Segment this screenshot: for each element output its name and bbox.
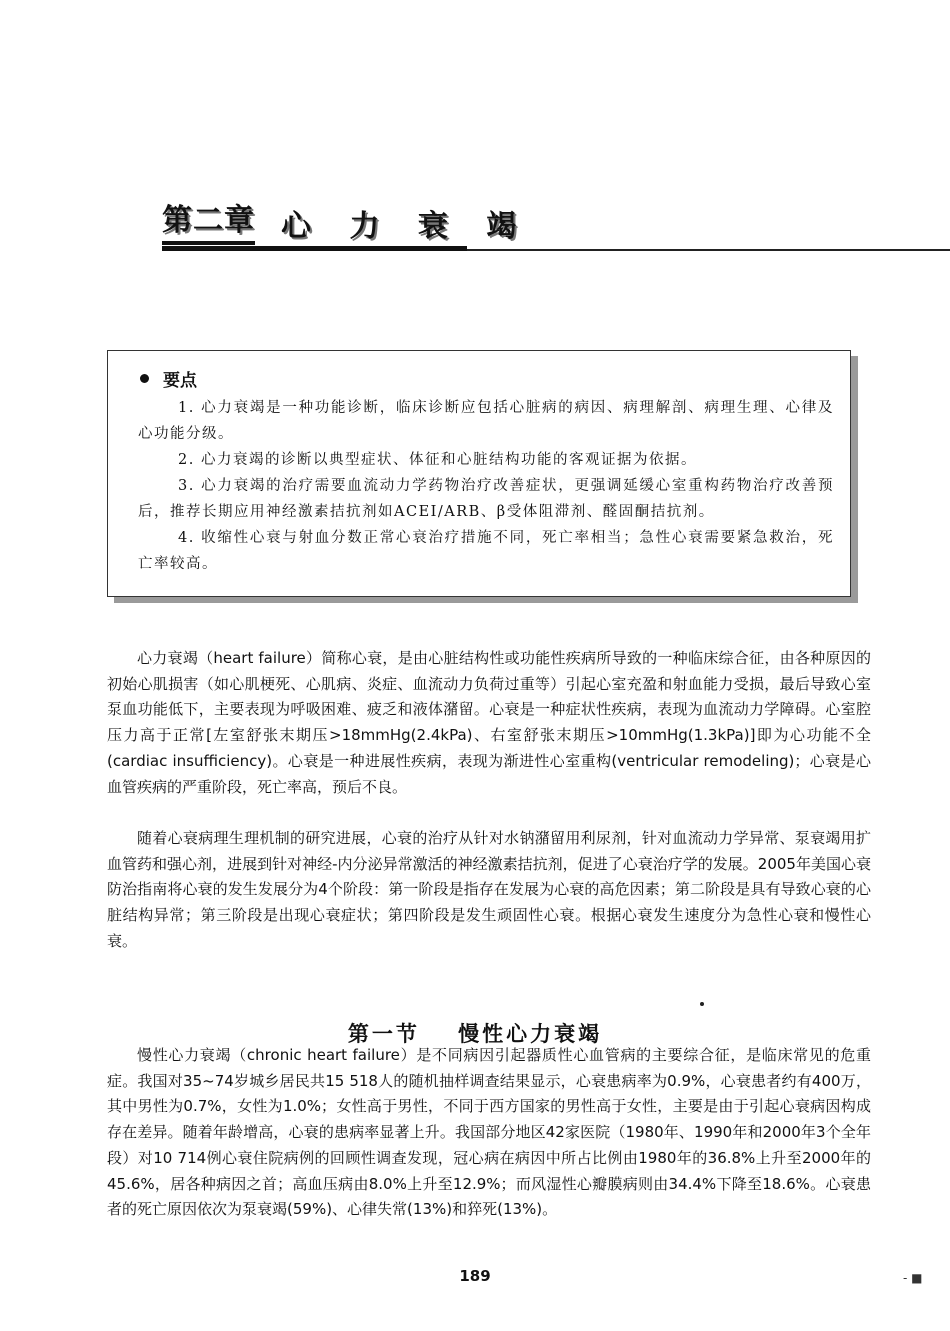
section-title: 慢性心力衰竭 [458, 1022, 603, 1046]
body-paragraph: 慢性心力衰竭（chronic heart failure）是不同病因引起器质性心血管病的主要综合征，是临床常见的危重症。我国对35~74岁城乡居民共15 518人的随机抽样调查结果显示，心衰患病率为0.9%，心衰患者约有400万，其中男性为0.7%，女性为1.0%；女性高于男性，不同于西方国家的男性高于女性，主要是由于引起心衰病因构成存在差异。随着年龄增高，心衰的患病率显著上升。我国部分地区42家医院（1980年、1990年和2000年3个全年段）对10 714例心衰住院病例的回顾性调查发现，冠心病在病因中所占比例由1980年的36.8%上升至2000年的45.6%，居各种病因之首；高血压病由8.0%上升至12.9%；而风湿性心瓣膜病则由34.4%下降至18.6%。心衰患者的死亡原因依次为泵衰竭(59%)、心律失常(13%)和猝死(13%)。 [107, 1046, 871, 1219]
intro-paragraph-1 [107, 646, 871, 800]
corner-mark: - ■ [903, 1271, 923, 1285]
body-paragraph: 心力衰竭（heart failure）简称心衰，是由心脏结构性或功能性疾病所导致的一种临床综合征，由各种原因的初始心肌损害（如心肌梗死、心肌病、炎症、血流动力负荷过重等）引起心室充盈和射血能力受损，最后导致心室泵血功能低下，主要表现为呼吸困难、疲乏和液体潴留。心衰是一种症状性疾病，表现为血流动力学障碍。心室腔压力高于正常[左室舒张末期压>18mmHg(2.4kPa)、右室舒张末期压>10mmHg(1.3kPa)]即为心功能不全(cardiac insufficiency)。心衰是一种进展性疾病，表现为渐进性心室重构(ventricular remodeling)；心衰是心血管疾病的严重阶段，死亡率高，预后不良。 [107, 649, 871, 796]
keypoints-heading: 要点 [163, 370, 197, 391]
keypoints-heading-row [140, 361, 834, 395]
section-paragraph [107, 1043, 871, 1223]
chapter-title [162, 200, 530, 246]
chapter-number: 第二章 [162, 201, 255, 245]
body-paragraph: 随着心衰病理生理机制的研究进展，心衰的治疗从针对水钠潴留用利尿剂，针对血流动力学异常、泵衰竭用扩血管药和强心剂，进展到针对神经-内分泌异常激活的神经激素拮抗剂，促进了心衰治疗学的发展。2005年美国心衰防治指南将心衰的发生发展分为4个阶段：第一阶段是指存在发展为心衰的高危因素；第二阶段是具有导致心衰的心脏结构异常；第三阶段是出现心衰症状；第四阶段是发生顽固性心衰。根据心衰发生速度分为急性心衰和慢性心衰。 [107, 829, 871, 950]
section-number: 第一节 [347, 1022, 420, 1046]
chapter-rule-accent [162, 246, 467, 251]
chapter-name: 心 力 衰 竭 [281, 209, 531, 244]
keypoint-item: 2. 心力衰竭的诊断以典型症状、体征和心脏结构功能的客观证据为依据。 [178, 452, 697, 468]
bullet-icon [140, 374, 149, 383]
keypoint-item: 4. 收缩性心衰与射血分数正常心衰治疗措施不同，死亡率相当；急性心衰需要紧急救治，死亡率较高。 [138, 530, 834, 572]
page-number: 189 [459, 1267, 491, 1285]
keypoint-item: 1. 心力衰竭是一种功能诊断，临床诊断应包括心脏病的病因、病理解剖、病理生理、心律及心功能分级。 [138, 400, 834, 442]
keypoints-box [107, 350, 851, 597]
intro-paragraph-2 [107, 826, 871, 955]
keypoint-item: 3. 心力衰竭的治疗需要血流动力学药物治疗改善症状，更强调延缓心室重构药物治疗改善预后，推荐长期应用神经激素拮抗剂如ACEI/ARB、β受体阻滞剂、醛固酮拮抗剂。 [138, 478, 834, 520]
scan-speck [700, 1002, 704, 1006]
